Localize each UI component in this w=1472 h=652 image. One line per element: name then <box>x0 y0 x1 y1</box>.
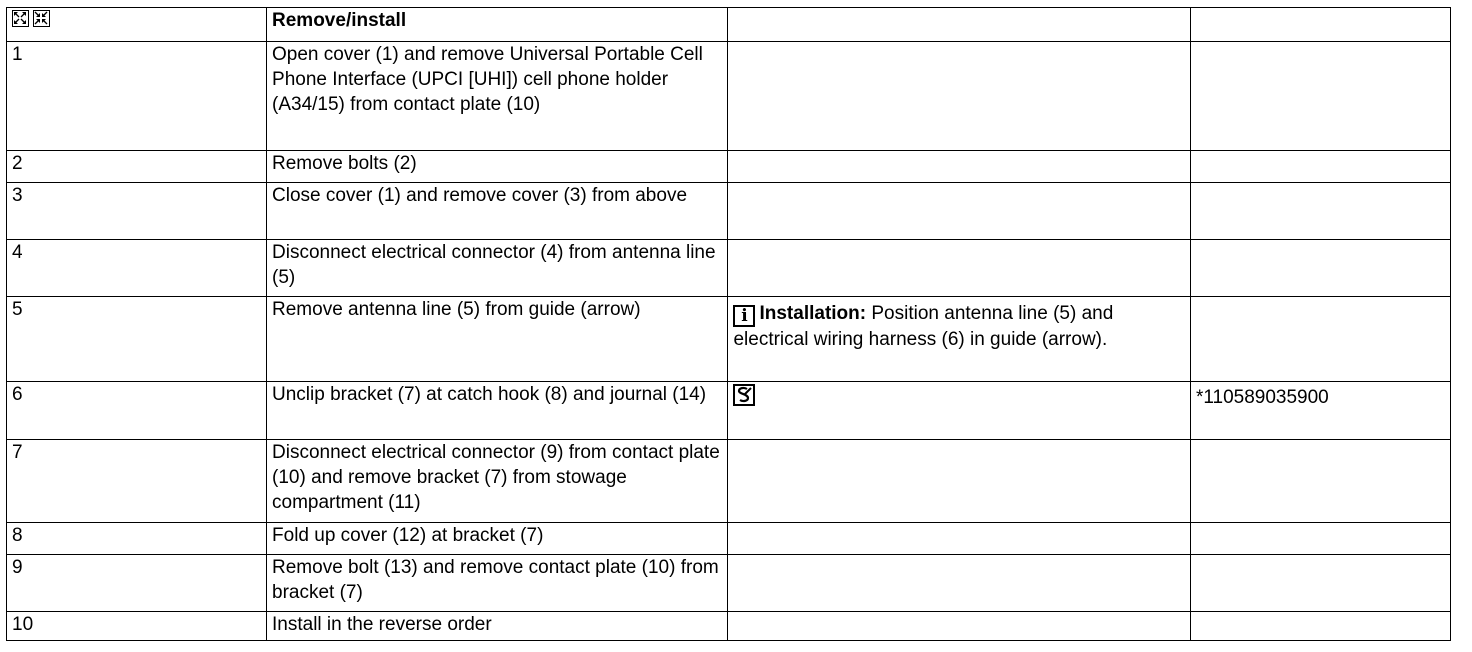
step-number: 8 <box>7 523 267 555</box>
step-note <box>728 555 1190 612</box>
step-number: 7 <box>7 440 267 523</box>
step-note <box>728 440 1190 523</box>
step-text: Fold up cover (12) at bracket (7) <box>267 523 728 555</box>
table-header-row <box>7 8 1451 42</box>
table-row <box>7 183 1451 240</box>
step-tool <box>1190 440 1450 523</box>
table-row <box>7 440 1451 523</box>
step-text: Remove bolts (2) <box>267 151 728 183</box>
step-text: Remove bolt (13) and remove contact plate (10) from bracket (7) <box>267 555 728 612</box>
table-row <box>7 297 1451 382</box>
table-row <box>7 555 1451 612</box>
expand-all-icon[interactable] <box>12 10 29 27</box>
header-note-cell <box>728 8 1190 42</box>
table-row <box>7 151 1451 183</box>
step-tool <box>1190 297 1450 382</box>
step-number: 9 <box>7 555 267 612</box>
step-tool <box>1190 183 1450 240</box>
step-number: 3 <box>7 183 267 240</box>
collapse-all-icon[interactable] <box>33 10 50 27</box>
info-icon: i <box>733 305 755 327</box>
step-tool <box>1190 555 1450 612</box>
installation-label: Installation: <box>759 303 867 324</box>
step-note <box>728 523 1190 555</box>
step-tool <box>1190 240 1450 297</box>
step-note <box>728 240 1190 297</box>
step-text: Disconnect electrical connector (4) from antenna line (5) <box>267 240 728 297</box>
special-tool-icon[interactable] <box>733 384 755 406</box>
procedure-container <box>6 7 1451 641</box>
table-row <box>7 42 1451 151</box>
header-tool-cell <box>1190 8 1450 42</box>
step-text: Remove antenna line (5) from guide (arrow) <box>267 297 728 382</box>
step-note <box>728 382 1190 440</box>
tool-number: *110589035900 <box>1190 382 1450 440</box>
table-row <box>7 240 1451 297</box>
table-row <box>7 382 1451 440</box>
step-tool <box>1190 523 1450 555</box>
step-tool <box>1190 151 1450 183</box>
step-text: Open cover (1) and remove Universal Portable Cell Phone Interface (UPCI [UHI]) cell phone holder (A34/15) from contact plate (10) <box>267 42 728 151</box>
step-note <box>728 612 1190 641</box>
table-row <box>7 523 1451 555</box>
step-number: 6 <box>7 382 267 440</box>
step-tool <box>1190 42 1450 151</box>
step-note <box>728 183 1190 240</box>
step-number: 10 <box>7 612 267 641</box>
step-text: Disconnect electrical connector (9) from contact plate (10) and remove bracket (7) from stowage compartment (11) <box>267 440 728 523</box>
step-text: Unclip bracket (7) at catch hook (8) and journal (14) <box>267 382 728 440</box>
step-note <box>728 297 1190 382</box>
step-number: 2 <box>7 151 267 183</box>
installation-text: Position antenna line (5) and electrical wiring harness (6) in guide (arrow). <box>733 303 1114 350</box>
step-note <box>728 151 1190 183</box>
step-text: Install in the reverse order <box>267 612 728 641</box>
step-number: 4 <box>7 240 267 297</box>
procedure-table <box>6 7 1451 641</box>
header-icons-cell <box>7 8 267 42</box>
step-tool <box>1190 612 1450 641</box>
step-text: Close cover (1) and remove cover (3) from above <box>267 183 728 240</box>
header-title: Remove/install <box>267 8 728 42</box>
step-number: 1 <box>7 42 267 151</box>
table-row <box>7 612 1451 641</box>
step-number: 5 <box>7 297 267 382</box>
step-note <box>728 42 1190 151</box>
